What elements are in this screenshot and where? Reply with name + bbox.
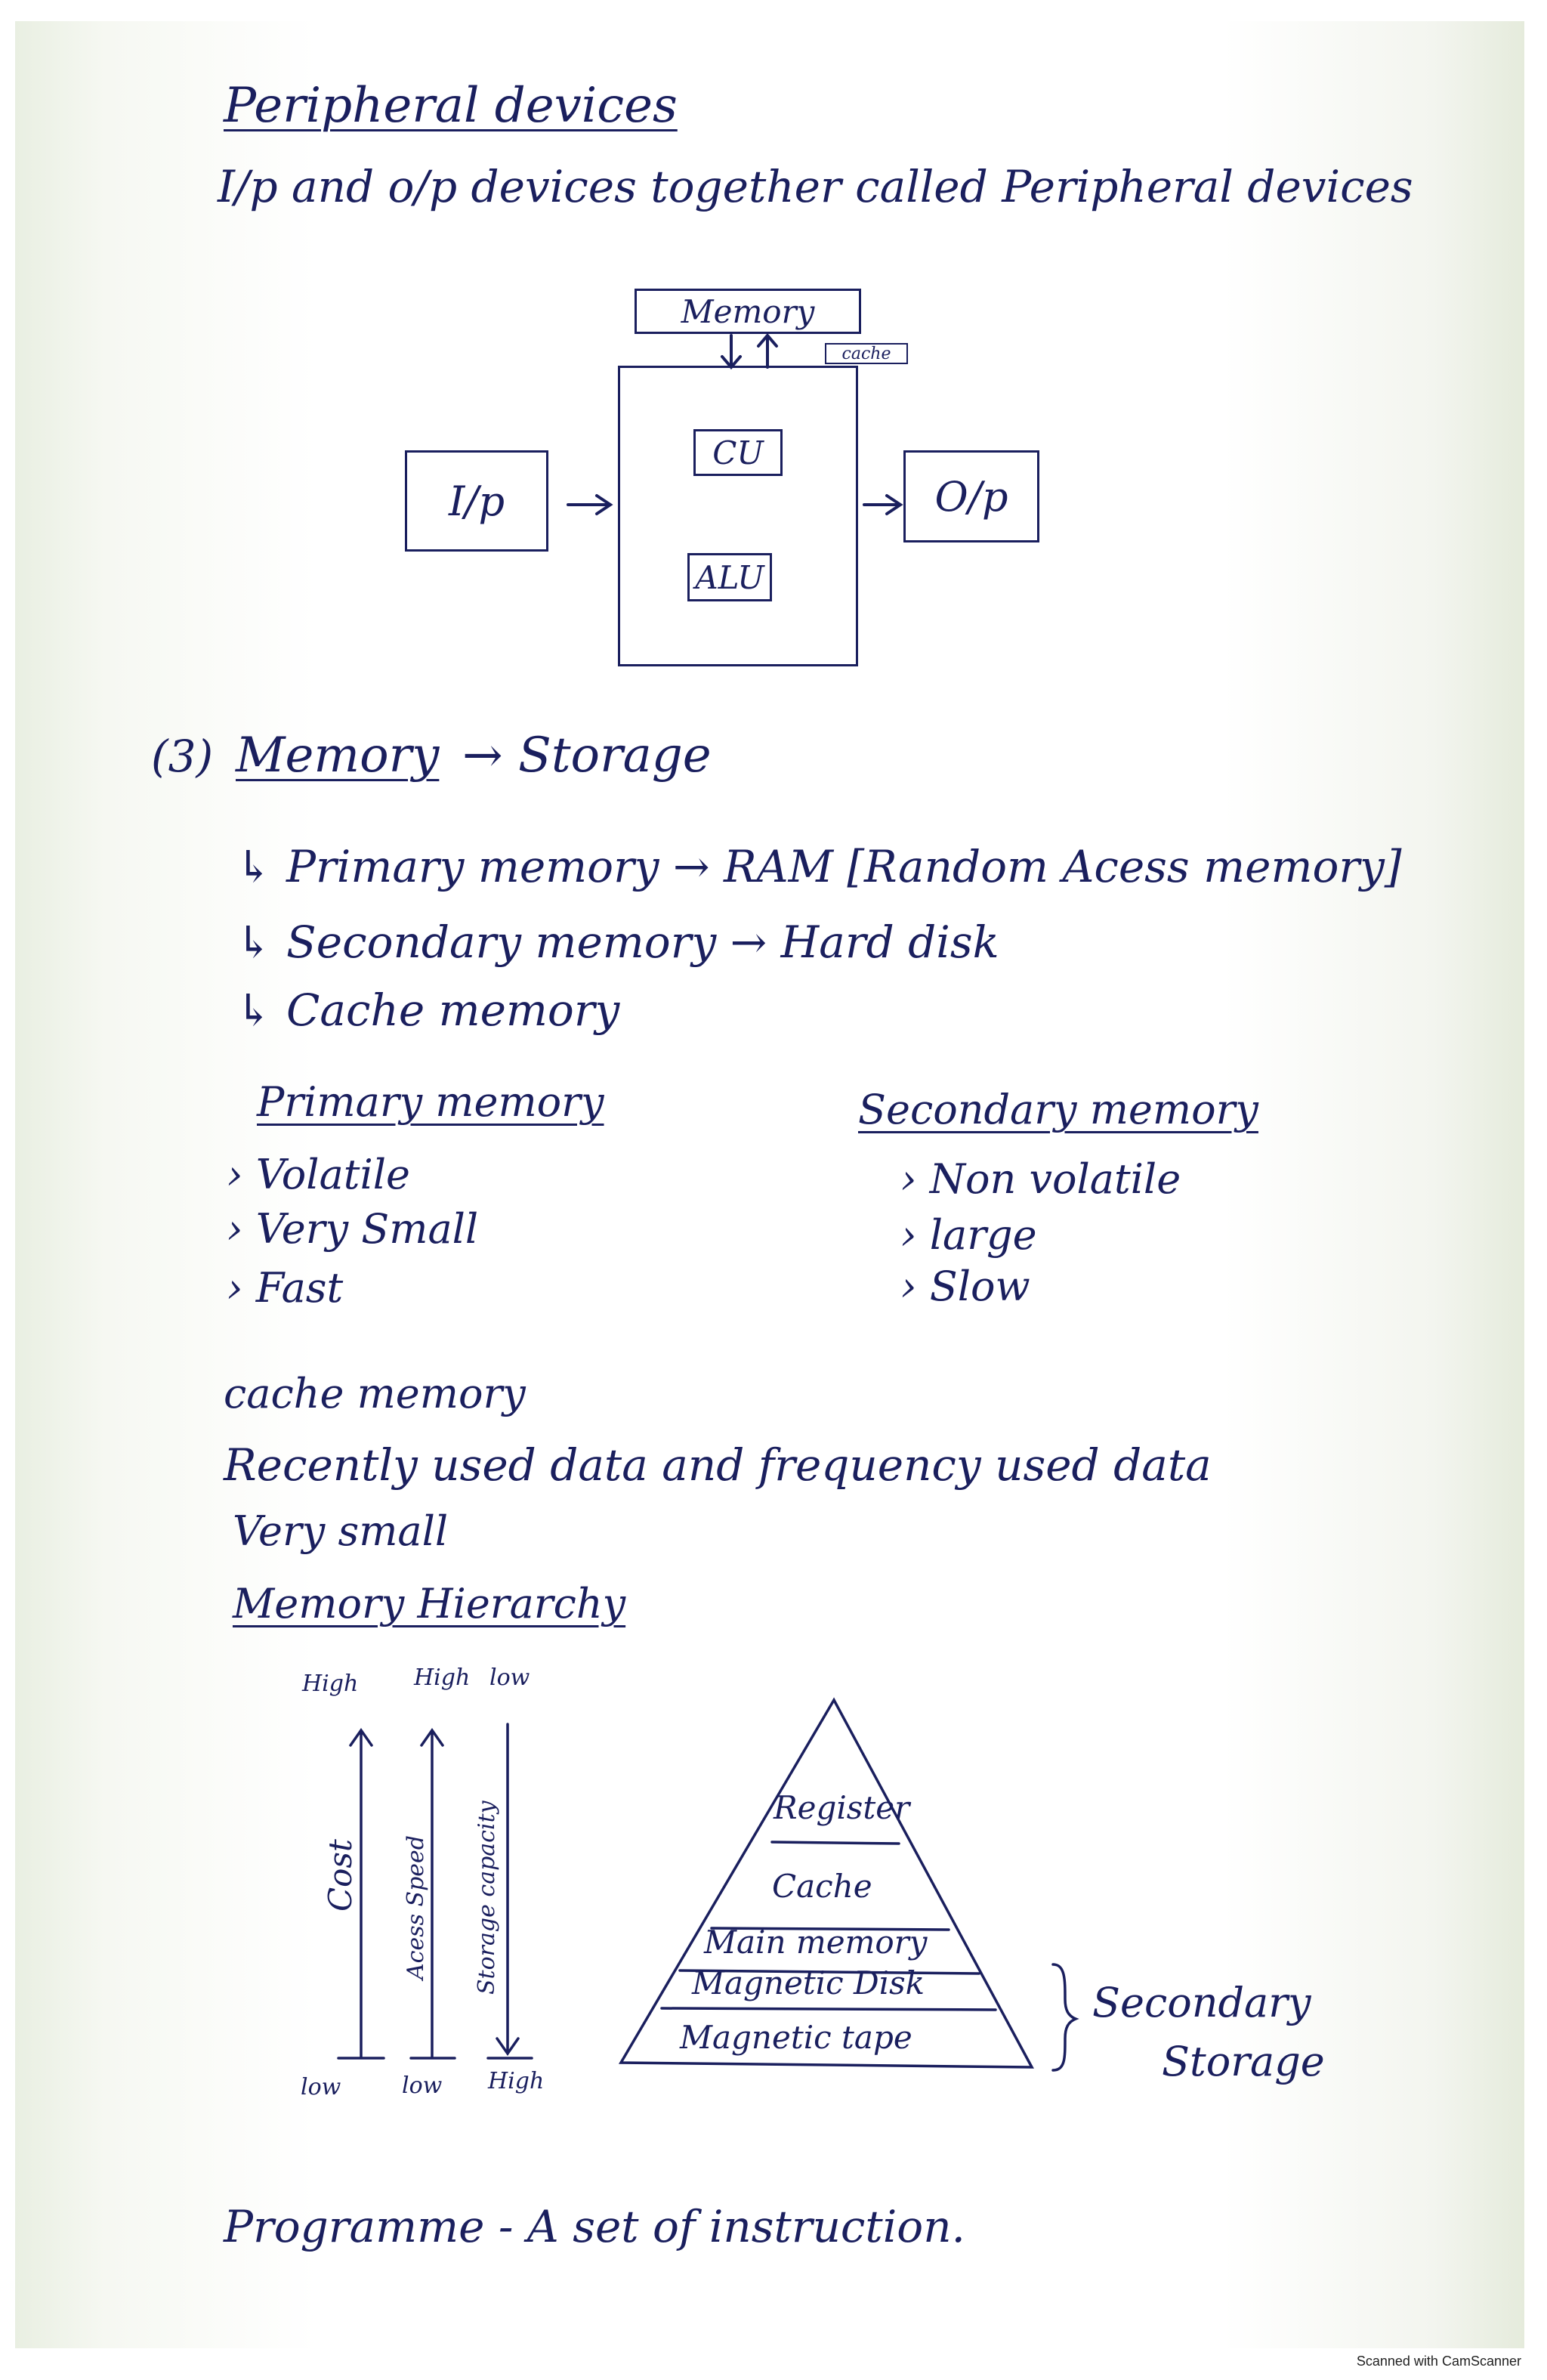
secondary-item-large: › large [900,1211,1037,1259]
pyramid-level-magnetic-tape: Magnetic tape [680,2019,912,2056]
cache-memory-heading: cache memory [224,1370,526,1417]
primary-item-fast: › Fast [227,1264,344,1312]
primary-item-small: › Very Small [227,1205,479,1253]
section-number: (3) [151,731,214,782]
cache-memory-line1: Recently used data and frequency used data [224,1439,1212,1491]
cu-label: CU [712,434,764,471]
scanner-watermark: Scanned with CamScanner [1356,2354,1521,2369]
capacity-axis-top: low [489,1664,530,1691]
cache-memory-line2: Very small [233,1507,449,1555]
secondary-storage-label-1: Secondary [1092,1979,1311,2026]
cache-label: cache [841,344,891,363]
memory-type-secondary: ↳ Secondary memory → Hard disk [236,916,999,968]
programme-definition: Programme - A set of instruction. [224,2201,965,2252]
capacity-axis-bottom: High [488,2068,545,2094]
secondary-storage-label-2: Storage [1162,2038,1325,2085]
memory-type-primary: ↳ Primary memory → RAM [Random Acess memory] [236,841,1402,892]
peripheral-devices-title: Peripheral devices [224,78,678,134]
output-label: O/p [934,472,1008,521]
pyramid-level-magnetic-disk: Magnetic Disk [692,1964,925,2001]
speed-axis-top: High [414,1664,471,1691]
cost-axis-top: High [302,1671,359,1697]
memory-heading: Memory [236,728,440,784]
secondary-item-slow: › Slow [900,1263,1030,1310]
capacity-axis-label: Storage capacity [474,1800,500,1995]
memory-type-cache: ↳ Cache memory [236,984,620,1036]
input-label: I/p [448,477,505,525]
speed-axis-label: Acess Speed [403,1834,429,1980]
primary-item-volatile: › Volatile [227,1151,410,1198]
memory-storage-arrow: → Storage [462,728,712,784]
memory-hierarchy-heading: Memory Hierarchy [233,1580,626,1627]
section-number-value: 3 [168,731,196,782]
memory-label: Memory [681,292,815,330]
secondary-memory-heading: Secondary memory [858,1086,1258,1133]
pyramid-level-main-memory: Main memory [704,1924,928,1961]
peripheral-definition: I/p and o/p devices together called Peripheral devices [218,161,1413,212]
cost-axis-bottom: low [301,2074,341,2100]
pyramid-level-cache: Cache [772,1868,872,1905]
alu-label: ALU [695,558,764,596]
cost-axis-label: Cost [322,1839,359,1912]
speed-axis-bottom: low [402,2072,443,2099]
primary-memory-heading: Primary memory [257,1078,604,1126]
pyramid-level-register: Register [774,1789,910,1826]
secondary-item-nonvolatile: › Non volatile [900,1155,1181,1203]
